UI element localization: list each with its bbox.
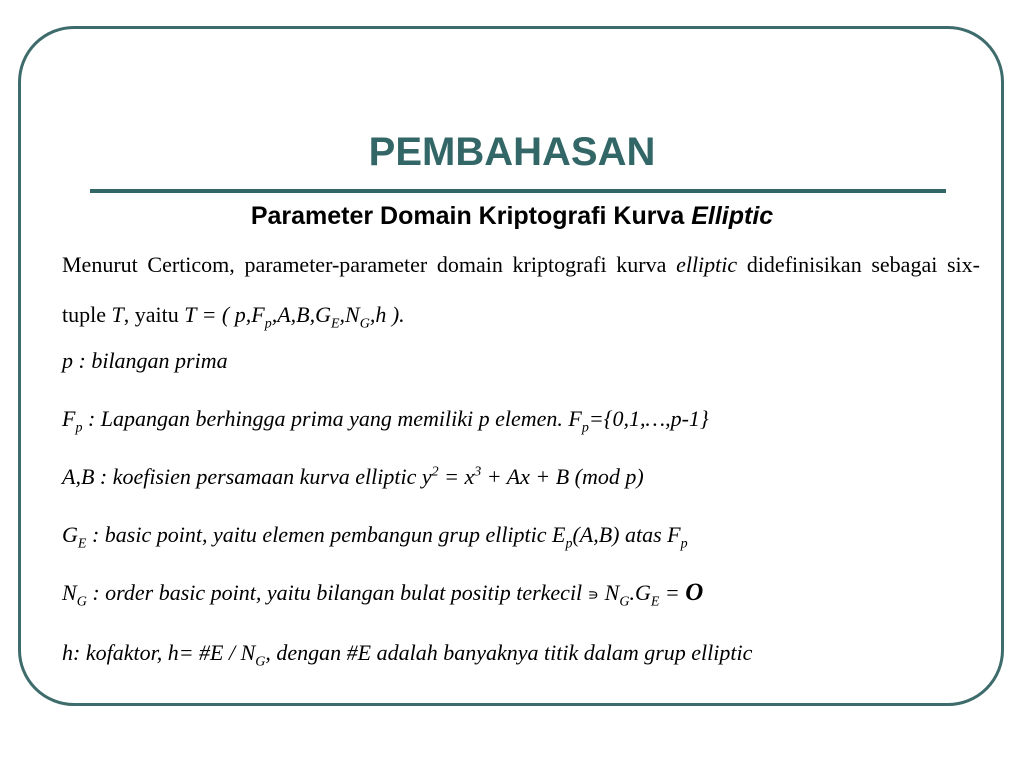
tuple-definition: T = ( $p,F_p,A,B,G_E,N_G,h$ ). — [184, 302, 405, 332]
param-ge: $G_E$ : basic point, yaitu elemen pembangun grup elliptic $E_p(A,B)$ atas $F_p$ — [62, 522, 688, 552]
subtitle-text: Parameter Domain Kriptografi Kurva — [250, 202, 692, 230]
point-at-infinity: O — [685, 579, 704, 606]
param-fp: $F_p$ : Lapangan berhingga prima yang memiliki p elemen. $F_p=\{0,1,\dots,p-1\}$ — [62, 406, 709, 436]
title-divider — [90, 189, 946, 193]
param-ng: $N_G$ : order basic point, yaitu bilangan bulat positip terkecil ∍ $N_G.G_E = O$ — [62, 579, 704, 610]
intro-text-2: didefinisikan sebagai six-tuple — [62, 252, 980, 327]
param-ab: A,B : koefisien persamaan kurva elliptic $y^2 = x^3 + Ax + B$ (mod p) — [62, 464, 644, 489]
intro-paragraph — [62, 240, 980, 340]
intro-text-1: Menurut Certicom, parameter-parameter domain kriptografi kurva — [62, 252, 677, 277]
subtitle-italic: Elliptic — [691, 202, 774, 230]
param-h: h: kofaktor, h= #E / $N_G$, dengan #E adalah banyaknya titik dalam grup elliptic — [62, 640, 753, 670]
such-that-symbol: ∍ — [587, 585, 600, 604]
param-p: p : bilangan prima — [62, 348, 228, 373]
slide-subtitle — [0, 198, 1024, 234]
intro-italic-elliptic: elliptic — [676, 252, 738, 277]
intro-tuple-symbol: T — [111, 302, 124, 327]
intro-text-3: , yaitu — [123, 302, 185, 327]
slide-title: PEMBAHASAN — [368, 130, 656, 174]
slide-body — [62, 240, 980, 670]
